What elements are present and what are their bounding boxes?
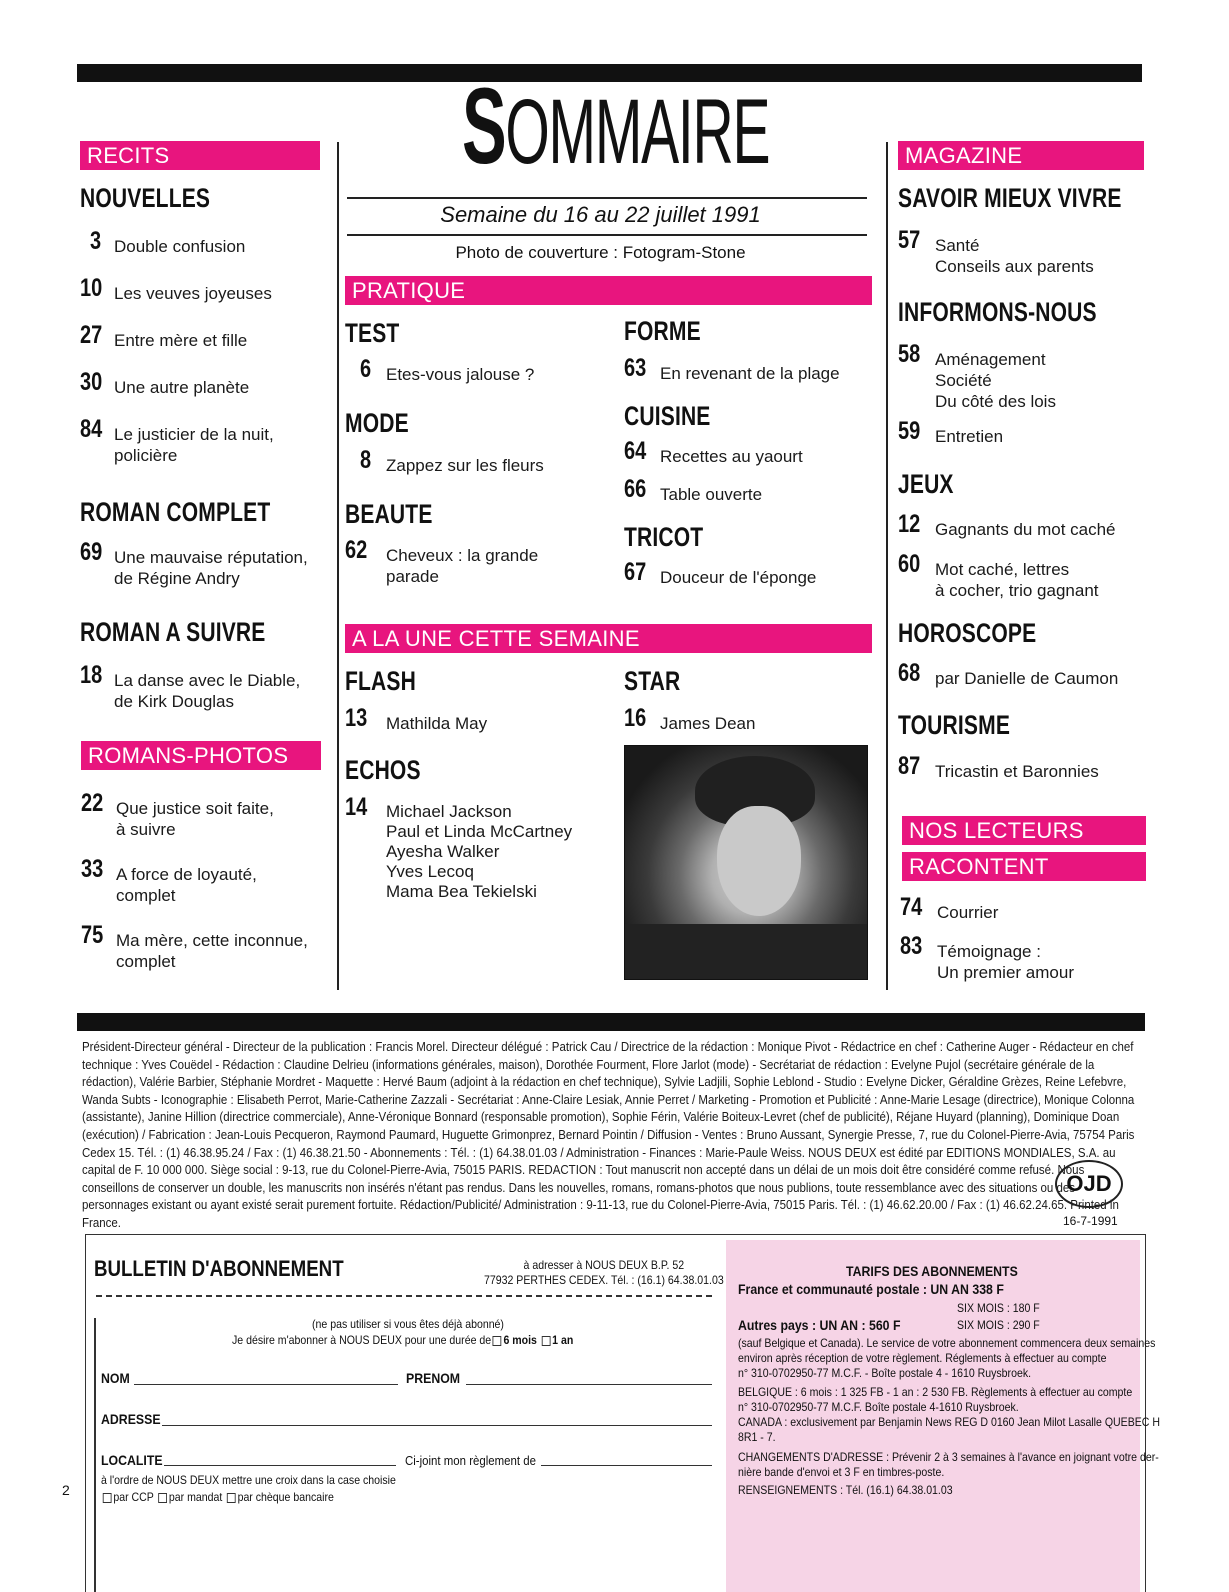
page-title: SOMMAIRE (462, 65, 770, 186)
page-number-footer: 2 (62, 1482, 70, 1498)
section-pratique: PRATIQUE (345, 276, 872, 305)
heading-horoscope: HOROSCOPE (898, 618, 1037, 648)
page-number: 74 (900, 893, 923, 921)
toc-entry[interactable]: par Danielle de Caumon (935, 669, 1119, 688)
page-number: 30 (80, 368, 103, 396)
page-number: 33 (81, 855, 104, 883)
toc-entry[interactable]: Mathilda May (386, 714, 488, 733)
toc-entry[interactable]: Une autre planète (114, 378, 250, 397)
section-magazine: MAGAZINE (898, 141, 1144, 170)
print-date: 16-7-1991 (1063, 1214, 1118, 1228)
week-rule-bottom (347, 234, 867, 236)
localite-label: LOCALITE (101, 1452, 163, 1468)
page-number: 13 (345, 704, 368, 732)
page-number: 14 (345, 793, 368, 821)
toc-entry[interactable]: Courrier (937, 903, 999, 922)
toc-entry[interactable]: James Dean (660, 714, 756, 733)
toc-entry[interactable]: Entre mère et fille (114, 331, 248, 350)
right-column-divider (886, 142, 888, 990)
tariff-details: (sauf Belgique et Canada). Le service de votre abonnement commencera deux semaines environ après réception de votre règlement. Réglements à effectuer au compte n° 310-0702950-77 M.C.F. - Boîte postale 4 - 1610 Ruysbroek. (738, 1336, 1156, 1380)
toc-entry[interactable]: Zappez sur les fleurs (386, 456, 544, 475)
page-number: 69 (80, 538, 103, 566)
tariff-six-mois: SIX MOIS : 180 F (957, 1301, 1040, 1315)
toc-entry[interactable]: Double confusion (114, 237, 246, 256)
toc-entry[interactable]: Le justicier de la nuit, policière (114, 425, 274, 465)
page-number: 64 (624, 437, 647, 465)
payment-methods: par CCP par mandat par chèque bancaire (101, 1490, 334, 1505)
toc-entry[interactable]: A force de loyauté, complet (116, 865, 257, 905)
heading-tourisme: TOURISME (898, 710, 1011, 740)
james-dean-photo (624, 745, 868, 980)
cut-line (96, 1295, 712, 1297)
tariff-belgique-canada: BELGIQUE : 6 mois : 1 325 FB - 1 an : 2 530 FB. Règlements à effectuer au compte n° 310-0702950-77 M.C.F. Boîte postale 4-1610 Ruysbroek. CANADA : exclusivement par Benjamin News REG D 0160 Jean Milot Lasalle QUEBEC H 8R1 - 7. (738, 1385, 1160, 1444)
page-number: 67 (624, 558, 647, 586)
page-number: 87 (898, 752, 921, 780)
info-phone: RENSEIGNEMENTS : Tél. (16.1) 64.38.01.03 (738, 1483, 953, 1497)
page-number: 84 (80, 415, 103, 443)
checkbox-mandat[interactable] (158, 1493, 167, 1503)
toc-entry[interactable]: Etes-vous jalouse ? (386, 365, 535, 384)
adresse-label: ADRESSE (101, 1411, 161, 1427)
page-number: 62 (345, 536, 368, 564)
toc-entry[interactable]: En revenant de la plage (660, 364, 840, 383)
tariff-six-mois-other: SIX MOIS : 290 F (957, 1318, 1040, 1332)
already-subscribed-note: (ne pas utiliser si vous êtes déjà abonné) (312, 1317, 504, 1331)
heading-nouvelles: NOUVELLES (80, 183, 211, 213)
page-number: 6 (360, 355, 372, 383)
toc-entry[interactable]: Une mauvaise réputation, de Régine Andry (114, 548, 308, 588)
subscription-duration: Je désire m'abonner à NOUS DEUX pour une durée de 6 mois 1 an (232, 1333, 574, 1347)
photo-face (717, 806, 801, 916)
section-recits: RECITS (80, 141, 320, 170)
heading-beaute: BEAUTE (345, 499, 433, 529)
toc-entry[interactable]: Tricastin et Baronnies (935, 762, 1099, 781)
heading-cuisine: CUISINE (624, 401, 711, 431)
heading-star: STAR (624, 666, 681, 696)
section-romans-photos: ROMANS-PHOTOS (81, 741, 321, 770)
toc-entry[interactable]: Mot caché, lettres à cocher, trio gagnant (935, 560, 1099, 600)
toc-entry[interactable]: Que justice soit faite, à suivre (116, 799, 274, 839)
page-number: 68 (898, 659, 921, 687)
heading-roman-suivre: ROMAN A SUIVRE (80, 617, 266, 647)
page-number: 60 (898, 550, 921, 578)
heading-savoir: SAVOIR MIEUX VIVRE (898, 183, 1122, 213)
week-rule-top (347, 197, 867, 199)
toc-entry[interactable]: Santé Conseils aux parents (935, 236, 1094, 276)
tariffs-title: TARIFS DES ABONNEMENTS (846, 1263, 1018, 1279)
heading-roman-complet: ROMAN COMPLET (80, 497, 271, 527)
toc-entry[interactable]: Table ouverte (660, 485, 763, 504)
issue-week: Semaine du 16 au 22 juillet 1991 (440, 202, 761, 227)
toc-entry[interactable]: Gagnants du mot caché (935, 520, 1116, 539)
checkbox-1-an[interactable] (542, 1336, 551, 1346)
section-a-la-une: A LA UNE CETTE SEMAINE (345, 624, 872, 653)
section-racontent: RACONTENT (902, 852, 1146, 881)
prenom-label: PRENOM (406, 1370, 461, 1386)
checkbox-ccp[interactable] (103, 1493, 112, 1503)
page-number: 75 (81, 921, 104, 949)
page-number: 63 (624, 354, 647, 382)
cover-credit: Photo de couverture : Fotogram-Stone (455, 243, 746, 262)
heading-echos: ECHOS (345, 755, 421, 785)
toc-entry[interactable]: Michael Jackson Paul et Linda McCartney Ayesha Walker Yves Lecoq Mama Bea Tekielski (386, 802, 573, 901)
heading-jeux: JEUX (898, 469, 954, 499)
nom-label: NOM (101, 1370, 130, 1386)
payment-label: Ci-joint mon règlement de (405, 1453, 536, 1468)
heading-mode: MODE (345, 408, 409, 438)
toc-entry[interactable]: Les veuves joyeuses (114, 284, 272, 303)
subscription-address: à adresser à NOUS DEUX B.P. 52 77932 PERTHES CEDEX. Tél. : (16.1) 64.38.01.03 (484, 1258, 724, 1287)
credits-block: Président-Directeur général - Directeur de la publication : Francis Morel. Directeur délégué : Patrick Cau / Directrice de la rédaction : Monique Pivot - Rédactrice en chef : Catherine Auger - Rédacteur en chef technique : Yves Couëdel - Rédaction : Claudine Delrieu (informations générales, maison), Dorothée Fourment, Flore Jarlot (mode) - Secrétariat de rédaction : Evelyne Pujol (secrétaire générale de la rédaction), Valérie Barbier, Stéphanie Mordret - Maquette : Hervé Baum (adjoint à la rédaction en chef technique), Sylvie Ladjili, Sophie Leblond - Studio : Evelyne Dicker, Géraldine Grèzes, Reine Lefebvre, Wanda Subts - Iconographie : Elisabeth Perrot, Marie-Catherine Zazzali - Secrétariat : Anne-Claire Lesiak, Annie Perret / Marketing - Promotion et Publicité : Anne-Marie Lesage (directrice), Monique Colonna (assistante), Janine Hillion (directrice commerciale), Anne-Véronique Bonnard (responsable promotion), Sophie Férin, Valérie Boiteux-Levret (chef de publicité), Réjane Huyard (planning), Dominique Doan (exécution) / Fabrication : Jean-Louis Pecqueron, Raymond Paumard, Huguette Grimonprez, Bernard Pointin / Diffusion - Ventes : Bruno Aussant, Synergie Presse, 7, rue du Colonel-Pierre-Avia, 75754 Paris Cedex 15. Tél. : (1) 46.38.95.24 / Fax : (1) 46.38.21.50 - Abonnements : Tél. : (1) 64.38.01.03 / Administration - Finances : Marie-Paule Weiss. NOUS DEUX est édité par EDITIONS MONDIALES, S.A. au capital de F. 10 000 000. Siège social : 9-13, rue du Colonel-Pierre-Avia, 75015 PARIS. REDACTION : Tout manuscrit non accepté dans un délai de un mois doit être considéré comme refusé. Nous conseillons de conserver un double, les manuscrits non insérés n'étant pas rendus. Dans les nouvelles, romans, romans-photos que nous publions, toute ressemblance avec des situations ou des personnages existant ou ayant existé serait purement fortuite. Rédaction/Publicité/ Administration : 9-11-13, rue du Colonel-Pierre-Avia, 75015 Paris. Tél. : (1) 46.62.20.00 / Fax : (1) 46.62.24.65. Printed in France. (82, 1040, 1135, 1230)
page-number: 10 (80, 274, 103, 302)
page-number: 3 (90, 227, 102, 255)
page-number: 8 (360, 446, 372, 474)
page-number: 83 (900, 932, 923, 960)
page-number: 16 (624, 704, 647, 732)
toc-entry[interactable]: Entretien (935, 427, 1004, 446)
heading-flash: FLASH (345, 666, 416, 696)
form-edge (94, 1318, 96, 1592)
bottom-rule (77, 1013, 1145, 1031)
page-number: 12 (898, 510, 921, 538)
heading-informons: INFORMONS-NOUS (898, 297, 1097, 327)
toc-entry[interactable]: Ma mère, cette inconnue, complet (116, 931, 308, 971)
nom-field[interactable] (134, 1384, 398, 1385)
toc-entry[interactable]: Cheveux : la grande parade (386, 546, 539, 586)
payment-field[interactable] (541, 1465, 712, 1466)
page-number: 18 (80, 661, 103, 689)
toc-entry[interactable]: Douceur de l'éponge (660, 568, 817, 587)
heading-tricot: TRICOT (624, 522, 704, 552)
subscription-title: BULLETIN D'ABONNEMENT (94, 1256, 344, 1281)
photo-sweater (625, 924, 867, 979)
page-number: 58 (898, 340, 921, 368)
toc-entry[interactable]: Recettes au yaourt (660, 447, 803, 466)
toc-entry[interactable]: Témoignage : Un premier amour (937, 942, 1074, 982)
adresse-field[interactable] (162, 1425, 712, 1426)
heading-test: TEST (345, 318, 400, 348)
prenom-field[interactable] (466, 1384, 712, 1385)
section-nos-lecteurs: NOS LECTEURS (902, 816, 1146, 845)
toc-entry[interactable]: La danse avec le Diable, de Kirk Douglas (114, 671, 301, 711)
left-column-divider (337, 142, 339, 990)
toc-entry[interactable]: Aménagement Société Du côté des lois (935, 350, 1056, 411)
localite-field[interactable] (164, 1465, 396, 1466)
change-address: CHANGEMENTS D'ADRESSE : Prévenir 2 à 3 semaines à l'avance en joignant votre der- nière bande d'envoi et 3 F en timbres-poste. (738, 1450, 1159, 1479)
page-number: 66 (624, 475, 647, 503)
payment-instructions: à l'ordre de NOUS DEUX mettre une croix dans la case choisie (101, 1473, 396, 1487)
checkbox-cheque[interactable] (227, 1493, 236, 1503)
page-number: 57 (898, 226, 921, 254)
checkbox-6-mois[interactable] (493, 1336, 502, 1346)
page-number: 27 (80, 321, 103, 349)
tariff-france: France et communauté postale : UN AN 338 F (738, 1281, 1004, 1297)
page-number: 59 (898, 417, 921, 445)
page-number: 22 (81, 789, 104, 817)
tariff-autres: Autres pays : UN AN : 560 F (738, 1317, 901, 1333)
heading-forme: FORME (624, 316, 701, 346)
ojd-seal: OJD (1055, 1160, 1123, 1208)
